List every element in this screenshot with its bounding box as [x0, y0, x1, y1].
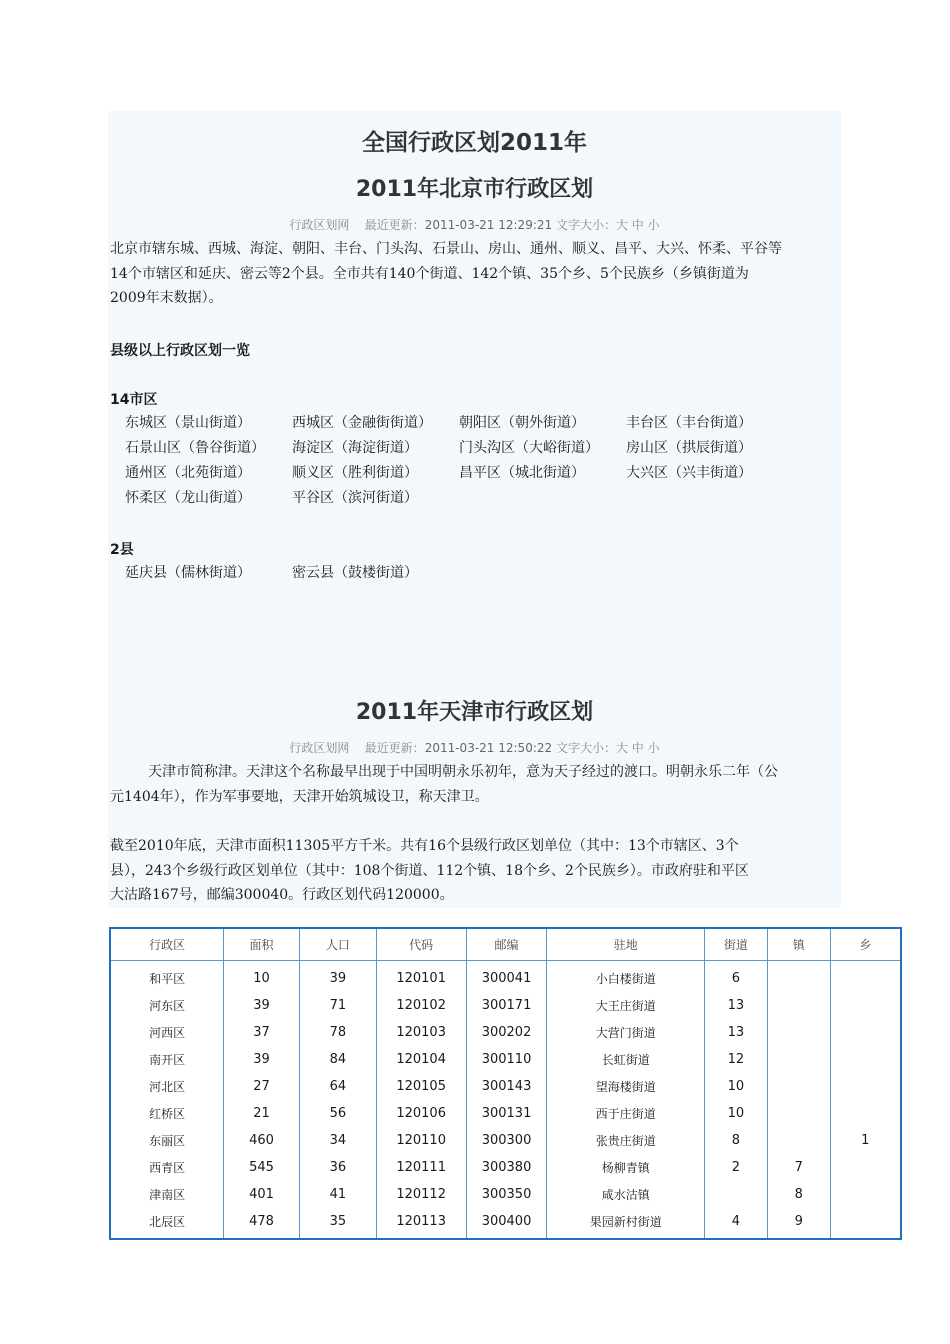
district-item: 顺义区（胜利街道） [292, 465, 418, 481]
beijing-meta-date: 2011-03-21 12:29:21 [424, 218, 553, 232]
table-cell [830, 1181, 901, 1208]
table-cell [767, 1100, 830, 1127]
table-cell: 300300 [466, 1127, 547, 1154]
table-row [110, 1127, 901, 1154]
table-cell: 1 [830, 1127, 901, 1154]
column-header: 邮编 [466, 928, 547, 961]
table-cell: 望海楼街道 [547, 1073, 704, 1100]
table-row [110, 1100, 901, 1127]
table-cell: 10 [704, 1073, 767, 1100]
table-cell: 300400 [466, 1208, 547, 1239]
table-cell: 120112 [376, 1181, 466, 1208]
beijing-intro-line: 北京市辖东城、西城、海淀、朝阳、丰台、门头沟、石景山、房山、通州、顺义、昌平、大兴、怀柔、平谷等 [110, 241, 782, 257]
beijing-intro [110, 237, 840, 311]
table-cell: 120104 [376, 1046, 466, 1073]
table-cell: 4 [704, 1208, 767, 1239]
beijing-meta-source[interactable]: 行政区划网 [289, 218, 350, 232]
district-item: 西城区（金融街街道） [292, 415, 432, 431]
district-item: 石景山区（鲁谷街道） [125, 440, 265, 456]
district-item: 东城区（景山街道） [125, 415, 251, 431]
table-cell: 2 [704, 1154, 767, 1181]
table-cell: 果园新村街道 [547, 1208, 704, 1239]
table-cell [830, 1073, 901, 1100]
table-row [110, 1208, 901, 1239]
table-cell: 8 [767, 1181, 830, 1208]
table-row [110, 1181, 901, 1208]
table-cell: 120101 [376, 961, 466, 993]
table-cell: 41 [299, 1181, 376, 1208]
table-cell: 36 [299, 1154, 376, 1181]
table-cell: 71 [299, 992, 376, 1019]
tianjin-intro-line: 天津市简称津。天津这个名称最早出现于中国明朝永乐初年，意为天子经过的渡口。明朝永乐二年（公 [148, 764, 778, 780]
table-cell: 120111 [376, 1154, 466, 1181]
table-cell: 河东区 [110, 992, 224, 1019]
table-cell [767, 1073, 830, 1100]
table-cell: 34 [299, 1127, 376, 1154]
table-cell: 小白楼街道 [547, 961, 704, 993]
table-cell: 56 [299, 1100, 376, 1127]
tianjin-intro-line: 元1404年），作为军事要地，天津开始筑城设卫，称天津卫。 [110, 788, 489, 805]
county-item: 延庆县（儒林街道） [125, 565, 251, 581]
table-cell: 300041 [466, 961, 547, 993]
table-cell [767, 992, 830, 1019]
table-cell: 478 [224, 1208, 300, 1239]
districts-list [125, 411, 793, 511]
table-cell: 460 [224, 1127, 300, 1154]
district-item: 通州区（北苑街道） [125, 465, 251, 481]
tianjin-font-size-control[interactable]: 文字大小：大 中 小 [555, 741, 660, 755]
table-cell: 120113 [376, 1208, 466, 1239]
tianjin-stats [110, 834, 840, 908]
beijing-font-size-control[interactable]: 文字大小：大 中 小 [555, 218, 660, 232]
document-title: 全国行政区划2011年 [361, 130, 587, 156]
district-item: 怀柔区（龙山街道） [125, 490, 251, 506]
table-header-row [110, 928, 901, 961]
table-cell [767, 961, 830, 993]
table-cell: 6 [704, 961, 767, 993]
table-cell: 300143 [466, 1073, 547, 1100]
table-cell: 300350 [466, 1181, 547, 1208]
table-row [110, 1073, 901, 1100]
table-cell [830, 1208, 901, 1239]
district-item: 平谷区（滨河街道） [292, 490, 418, 506]
table-row [110, 1154, 901, 1181]
tianjin-meta [108, 739, 841, 756]
tianjin-district-table [109, 927, 902, 1240]
table-cell: 64 [299, 1073, 376, 1100]
counties-heading: 2县 [110, 542, 134, 558]
table-cell: 13 [704, 1019, 767, 1046]
column-header: 乡 [830, 928, 901, 961]
table-cell: 39 [299, 961, 376, 993]
table-cell: 120105 [376, 1073, 466, 1100]
table-cell: 78 [299, 1019, 376, 1046]
table-row [110, 1019, 901, 1046]
table-cell: 12 [704, 1046, 767, 1073]
table-cell: 300380 [466, 1154, 547, 1181]
table-cell: 10 [224, 961, 300, 993]
tianjin-stats-line: 截至2010年底，天津市面积11305平方千米。共有16个县级行政区划单位（其中：13个市辖区、3个 [110, 838, 739, 854]
table-cell: 西于庄街道 [547, 1100, 704, 1127]
tianjin-stats-line: 县），243个乡级行政区划单位（其中：108个街道、112个镇、18个乡、2个民族乡）。市政府驻和平区 [110, 862, 749, 879]
table-cell [767, 1019, 830, 1046]
tianjin-stats-line: 大沽路167号，邮编300040。行政区划代码120000。 [110, 887, 454, 903]
table-cell: 120110 [376, 1127, 466, 1154]
district-item: 丰台区（丰台街道） [626, 415, 752, 431]
table-cell: 300171 [466, 992, 547, 1019]
beijing-intro-line: 2009年末数据）。 [110, 290, 223, 306]
table-cell: 南开区 [110, 1046, 224, 1073]
tianjin-title: 2011年天津市行政区划 [355, 700, 594, 725]
districts-heading: 14市区 [110, 392, 158, 408]
district-item: 朝阳区（朝外街道） [459, 415, 585, 431]
table-cell: 9 [767, 1208, 830, 1239]
table-cell: 咸水沽镇 [547, 1181, 704, 1208]
tianjin-intro [110, 760, 840, 809]
table-cell: 120103 [376, 1019, 466, 1046]
table-cell: 和平区 [110, 961, 224, 993]
table-cell: 39 [224, 992, 300, 1019]
table-cell: 35 [299, 1208, 376, 1239]
table-cell: 13 [704, 992, 767, 1019]
table-cell [830, 1019, 901, 1046]
table-cell: 北辰区 [110, 1208, 224, 1239]
table-cell: 河西区 [110, 1019, 224, 1046]
district-item: 大兴区（兴丰街道） [626, 465, 752, 481]
district-item: 门头沟区（大峪街道） [459, 440, 599, 456]
table-cell: 120106 [376, 1100, 466, 1127]
table-cell: 37 [224, 1019, 300, 1046]
table-cell: 大王庄街道 [547, 992, 704, 1019]
table-cell: 7 [767, 1154, 830, 1181]
table-cell [830, 1046, 901, 1073]
counties-list [125, 561, 459, 586]
table-cell: 河北区 [110, 1073, 224, 1100]
table-cell [830, 961, 901, 993]
table-cell: 27 [224, 1073, 300, 1100]
district-item: 海淀区（海淀街道） [292, 440, 418, 456]
table-cell [830, 1154, 901, 1181]
table-cell: 张贵庄街道 [547, 1127, 704, 1154]
table-cell: 津南区 [110, 1181, 224, 1208]
tianjin-meta-label: 最近更新： [364, 741, 425, 755]
table-cell: 84 [299, 1046, 376, 1073]
table-cell: 39 [224, 1046, 300, 1073]
table-cell: 红桥区 [110, 1100, 224, 1127]
column-header: 镇 [767, 928, 830, 961]
table-cell: 东丽区 [110, 1127, 224, 1154]
beijing-meta [108, 216, 841, 233]
table-cell: 21 [224, 1100, 300, 1127]
table-cell: 300131 [466, 1100, 547, 1127]
table-cell: 长虹街道 [547, 1046, 704, 1073]
table-cell: 401 [224, 1181, 300, 1208]
table-cell: 120102 [376, 992, 466, 1019]
table-row [110, 1046, 901, 1073]
column-header: 面积 [224, 928, 300, 961]
table-cell: 杨柳青镇 [547, 1154, 704, 1181]
table-cell: 300202 [466, 1019, 547, 1046]
table-cell: 300110 [466, 1046, 547, 1073]
table-cell [830, 1100, 901, 1127]
table-cell: 10 [704, 1100, 767, 1127]
table-cell [767, 1127, 830, 1154]
table-cell [704, 1181, 767, 1208]
table-row [110, 961, 901, 993]
table-row [110, 992, 901, 1019]
tianjin-meta-source[interactable]: 行政区划网 [289, 741, 350, 755]
beijing-title: 2011年北京市行政区划 [355, 177, 594, 202]
district-item: 昌平区（城北街道） [459, 465, 585, 481]
overview-heading: 县级以上行政区划一览 [110, 343, 250, 359]
column-header: 人口 [299, 928, 376, 961]
beijing-meta-label: 最近更新： [364, 218, 425, 232]
table-cell: 545 [224, 1154, 300, 1181]
column-header: 行政区 [110, 928, 224, 961]
county-item: 密云县（鼓楼街道） [292, 565, 418, 581]
district-item: 房山区（拱辰街道） [626, 440, 752, 456]
column-header: 代码 [376, 928, 466, 961]
column-header: 街道 [704, 928, 767, 961]
table-cell: 8 [704, 1127, 767, 1154]
column-header: 驻地 [547, 928, 704, 961]
table-cell: 西青区 [110, 1154, 224, 1181]
table-cell [767, 1046, 830, 1073]
tianjin-meta-date: 2011-03-21 12:50:22 [424, 741, 553, 755]
beijing-intro-line: 14个市辖区和延庆、密云等2个县。全市共有140个街道、142个镇、35个乡、5个民族乡（乡镇街道为 [110, 265, 749, 282]
table-cell: 大营门街道 [547, 1019, 704, 1046]
table-cell [830, 992, 901, 1019]
